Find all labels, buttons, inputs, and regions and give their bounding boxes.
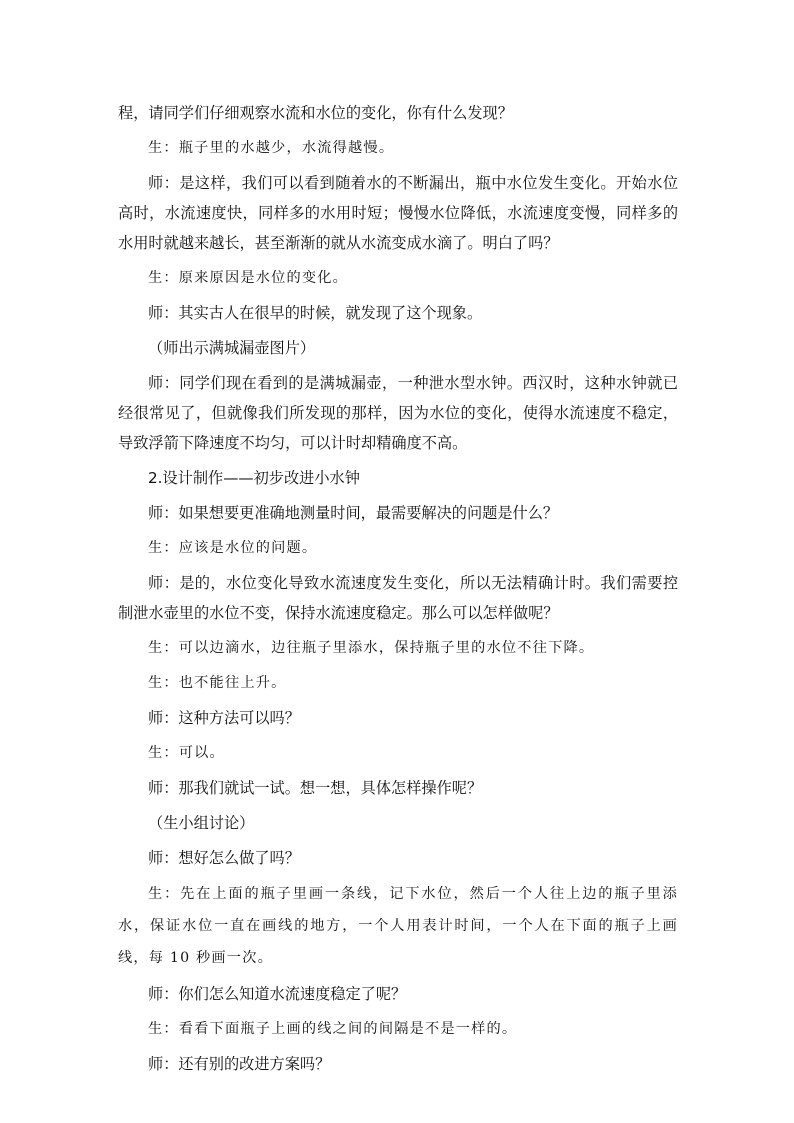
paragraph-student: 生：可以边滴水，边往瓶子里添水，保持瓶子里的水位不往下降。 (148, 640, 595, 656)
paragraph-student: 生：瓶子里的水越少，水流得越慢。 (148, 140, 395, 156)
paragraph-student: 生：可以。 (148, 745, 225, 761)
paragraph-teacher: 师：是的，水位变化导致水流速度发生变化，所以无法精确计时。我们需要控制泄水壶里的水位不变，保持水流速度稳定。那么可以怎样做呢？ (118, 574, 678, 622)
paragraph-teacher: 师：你们怎么知道水流速度稳定了呢？ (148, 985, 407, 1003)
paragraph-student: 生：先在上面的瓶子里画一条线，记下水位，然后一个人往上边的瓶子里添水，保证水位一直在画线的地方，一个人用表计时间，一个人在下面的瓶子上画线，每 10 秒画一次。 (118, 886, 678, 966)
paragraph-note: （生小组讨论） (148, 814, 255, 832)
paragraph-student: 生：也不能往上升。 (148, 675, 287, 691)
paragraph-teacher: 师：想好怎么做了吗？ (148, 849, 300, 867)
paragraph-teacher: 师：还有别的改进方案吗？ (148, 1055, 331, 1073)
paragraph-teacher: 师：这种方法可以吗？ (148, 709, 300, 727)
paragraph-teacher: 师：那我们就试一试。想一想，具体怎样操作呢？ (148, 779, 483, 797)
paragraph: 程，请同学们仔细观察水流和水位的变化，你有什么发现？ (118, 104, 513, 122)
paragraph-student: 生：应该是水位的问题。 (148, 540, 318, 556)
paragraph-student: 生：原来原因是水位的变化。 (148, 270, 349, 286)
section-heading: 2.设计制作——初步改进小水钟 (148, 469, 360, 487)
paragraph-teacher: 师：是这样，我们可以看到随着水的不断漏出，瓶中水位发生变化。开始水位高时，水流速度快，同样多的水用时短；慢慢水位降低，水流速度变慢，同样多的水用时就越来越长，甚至渐渐的就从水流变成水滴了。明白了吗？ (118, 174, 678, 252)
document-body (118, 98, 678, 1084)
paragraph-teacher: 师：同学们现在看到的是满城漏壶，一种泄水型水钟。西汉时，这种水钟就已经很常见了，但就像我们所发现的那样，因为水位的变化，使得水流速度不稳定，导致浮箭下降速度不均匀，可以计时却精确度不高。 (118, 374, 678, 452)
paragraph-teacher: 师：其实古人在很早的时候，就发现了这个现象。 (148, 304, 483, 322)
paragraph-note: （师出示满城漏壶图片） (148, 339, 316, 357)
paragraph-teacher: 师：如果想要更准确地测量时间，最需要解决的问题是什么？ (148, 504, 559, 522)
paragraph-student: 生：看看下面瓶子上画的线之间的间隔是不是一样的。 (148, 1021, 518, 1037)
